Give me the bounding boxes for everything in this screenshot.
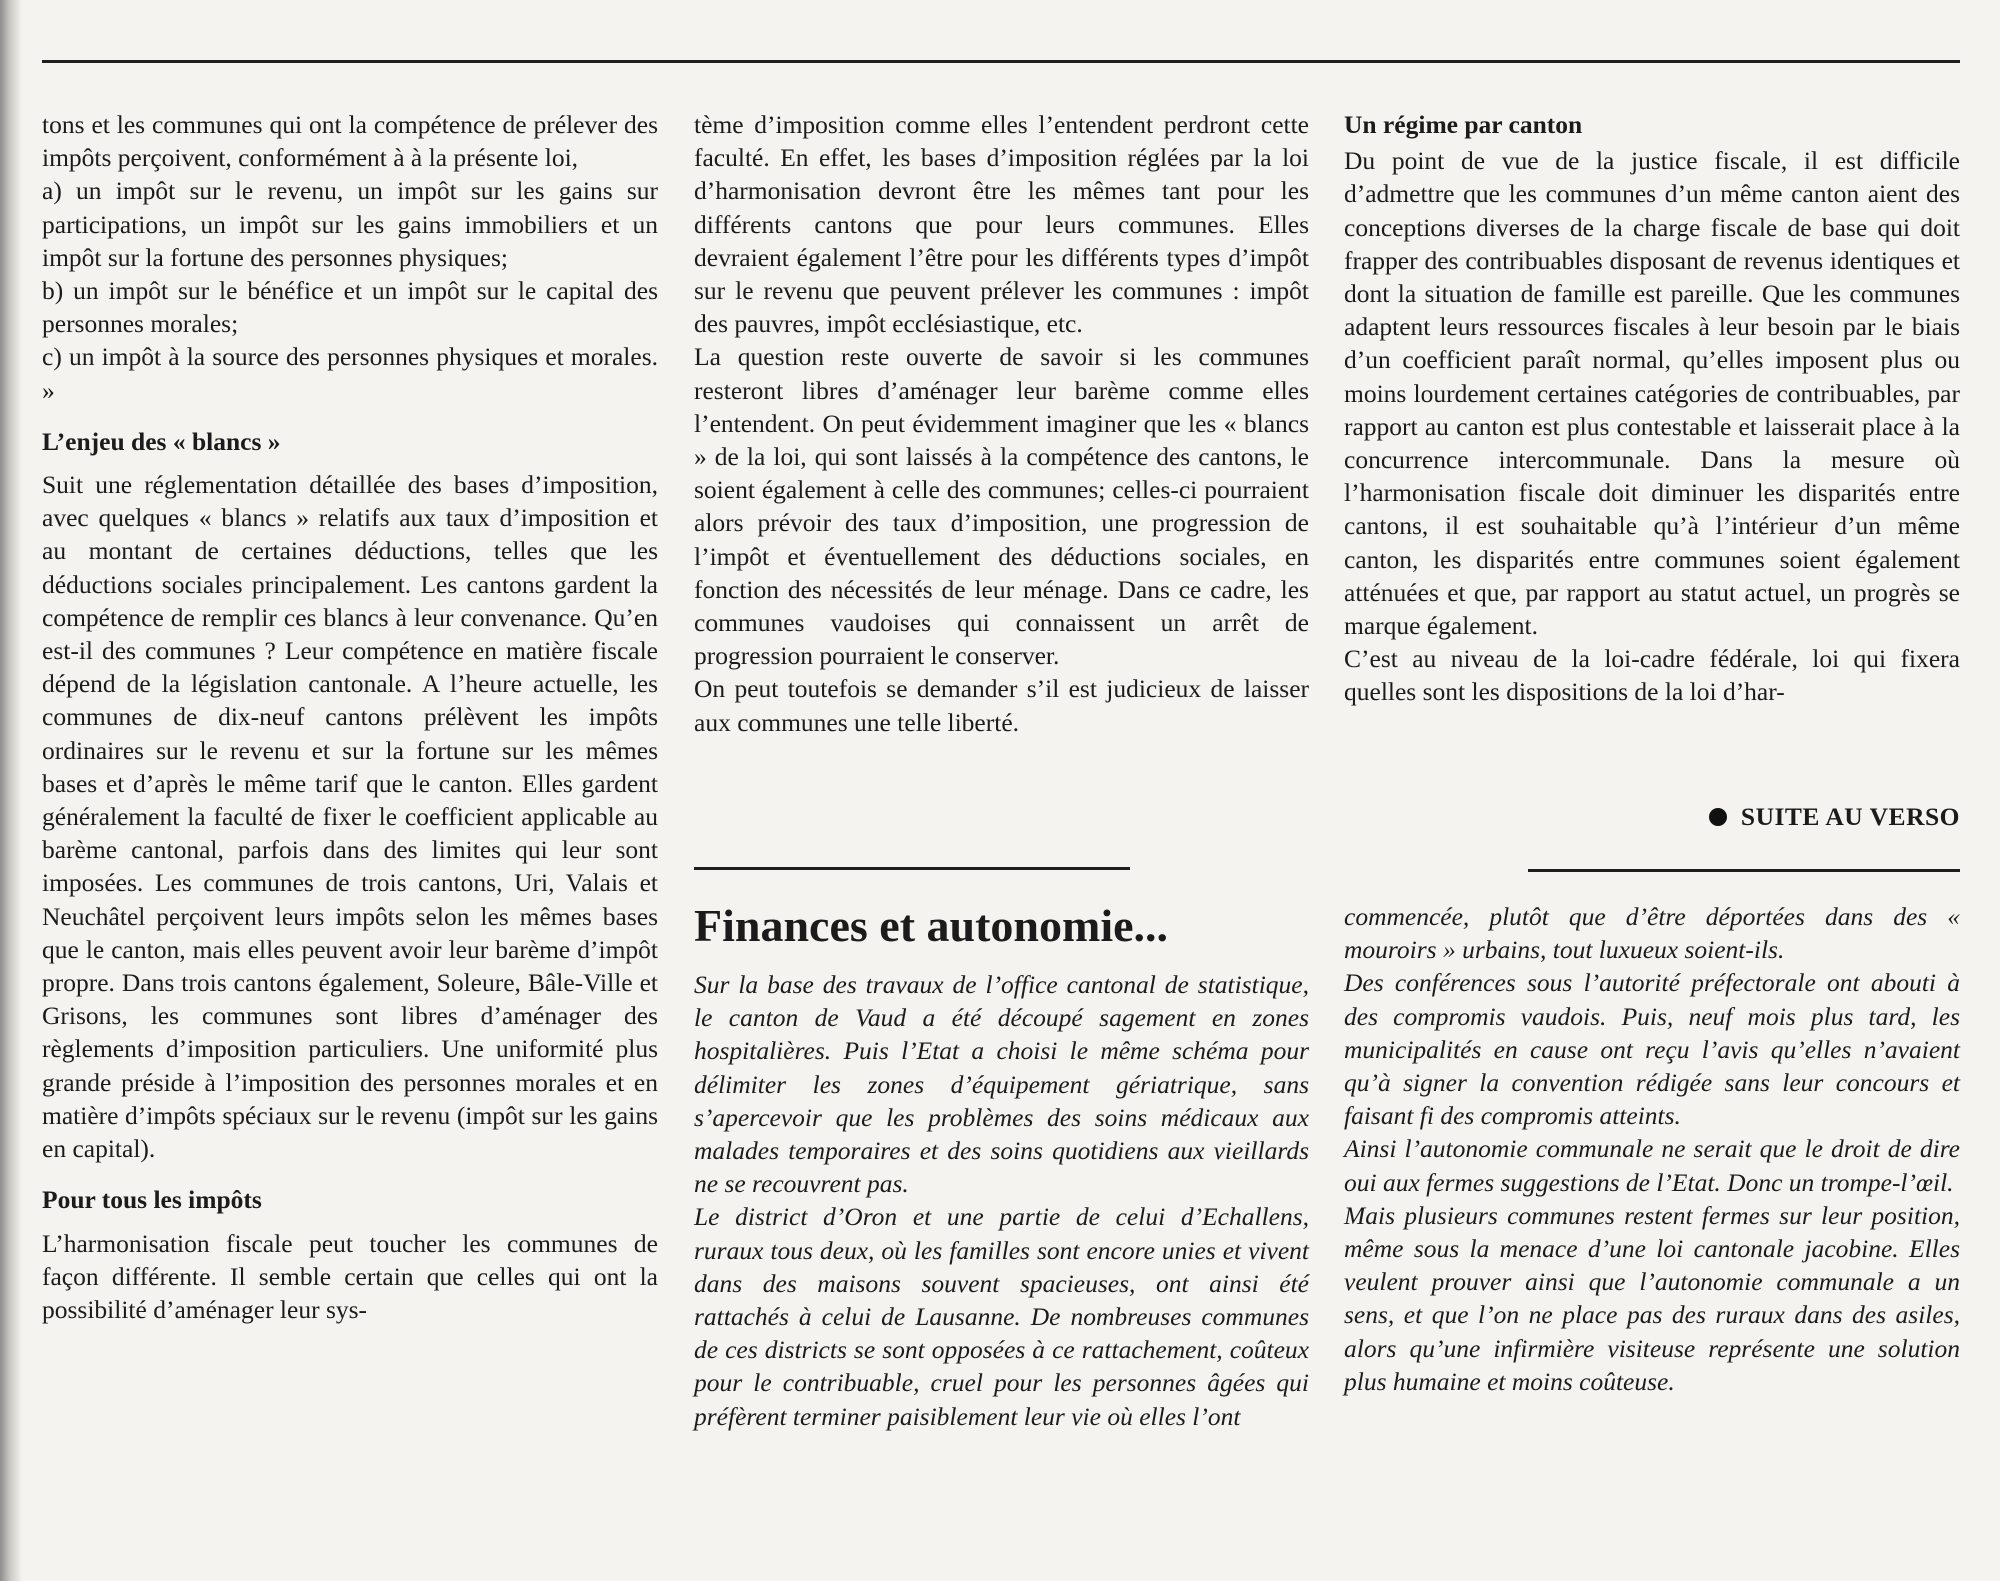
page-edge-shadow: [0, 0, 22, 1581]
article-column-2: [694, 108, 1309, 739]
paragraph: Le district d’Oron et une partie de celui d’Echallens, ruraux tous deux, où les familles sont encore unies et vivent dans des maisons souvent spacieuses, ont ainsi été rattachés à celui de Lausanne. De nombreuses communes de ces districts se sont opposées à ce rattachement, coûteux pour le contribuable, cruel pour les personnes âgées qui préfèrent terminer paisiblement leur vie où elles l’ont: [694, 1202, 1309, 1431]
section-rule-left: [694, 867, 1130, 870]
article-column-3: [1344, 108, 1960, 709]
article2-column-2: [1344, 900, 1960, 1398]
paragraph: Suit une réglementation détaillée des bases d’imposition, avec quelques « blancs » relatifs aux taux d’imposition et au montant de certaines déductions, telles que les déductions sociales principalement. Les cantons gardent la compétence de remplir ces blancs à leur convenance. Qu’en est-il des communes ? Leur compétence en matière fiscale dépend de la législation cantonale. A l’heure actuelle, les communes de dix-neuf cantons prélèvent les impôts ordinaires sur le revenu et sur la fortune sur les mêmes bases et d’après le même tarif que le canton. Elles gardent généralement la faculté de fixer le coefficient applicable au barème cantonal, parfois dans des limites qui leur sont imposées. Les communes de trois cantons, Uri, Valais et Neuchâtel perçoivent leurs impôts selon les mêmes bases que le canton, mais elles peuvent avoir leur barème d’impôt propre. Dans trois cantons également, Soleure, Bâle-Ville et Grisons, les communes sont libres d’aménager des règlements d’imposition particuliers. Une uniformité plus grande préside à l’imposition des personnes morales et en matière d’impôts spéciaux sur le revenu (impôt sur les gains en capital).: [42, 470, 658, 1164]
paragraph: b) un impôt sur le bénéfice et un impôt sur le capital des personnes morales;: [42, 276, 658, 339]
paragraph: L’harmonisation fiscale peut toucher les communes de façon différente. Il semble certain que celles qui ont la possibilité d’aménager leur sys-: [42, 1228, 658, 1324]
section-rule-right: [1528, 869, 1960, 872]
paragraph: Du point de vue de la justice fiscale, il est difficile d’admettre que les communes d’un même canton aient des conceptions diverses de la charge fiscale de base qui doit frapper des contribuables disposant de revenus identiques et dont la situation de famille est pareille. Que les communes adaptent leurs ressources fiscales à leur besoin par le biais d’un coefficient paraît normal, qu’elles imposent plus ou moins lourdement certaines catégories de contribuables, par rapport au canton est plus contestable et laisserait place à la concurrence intercommunale. Dans la mesure où l’harmonisation fiscale doit diminuer les disparités entre cantons, il est souhaitable qu’à l’intérieur d’un même canton, les disparités entre communes soient également atténuées et que, par rapport au statut actuel, un progrès se marque également.: [1344, 146, 1960, 641]
paragraph: tème d’imposition comme elles l’entendent perdront cette faculté. En effet, les bases d’imposition réglées par la loi d’harmonisation devront être les mêmes tant pour les différents cantons que pour leurs communes. Elles devraient également l’être pour les différents types d’impôt sur le revenu que peuvent prélever les communes : impôt des pauvres, impôt ecclésiastique, etc.: [694, 110, 1309, 339]
paragraph: Ainsi l’autonomie communale ne serait que le droit de dire oui aux fermes suggestions de l’Etat. Donc un trompe-l’œil.: [1344, 1134, 1960, 1197]
subheading-enjeu-blancs: L’enjeu des « blancs »: [42, 426, 281, 456]
article-column-1: [42, 108, 658, 1326]
subheading-pour-tous-les-impots: Pour tous les impôts: [42, 1185, 262, 1215]
bullet-icon: [1709, 808, 1727, 826]
paragraph: a) un impôt sur le revenu, un impôt sur les gains sur participations, un impôt sur les gains immobiliers et un impôt sur la fortune des personnes physiques;: [42, 176, 658, 272]
top-rule: [42, 60, 1960, 63]
paragraph: Sur la base des travaux de l’office cantonal de statistique, le canton de Vaud a été découpé sagement en zones hospitalières. Puis l’Etat a choisi le même schéma pour délimiter les zones d’équipement gériatrique, sans s’apercevoir que les problèmes des soins médicaux aux malades temporaires et des soins quotidiens aux vieillards ne se recouvrent pas.: [694, 970, 1309, 1199]
suite-au-verso: [1709, 802, 1960, 832]
paragraph: c) un impôt à la source des personnes physiques et morales. »: [42, 342, 658, 405]
suite-label: SUITE AU VERSO: [1740, 802, 1960, 831]
paragraph: Des conférences sous l’autorité préfectorale ont abouti à des compromis vaudois. Puis, neuf mois plus tard, les municipalités en cause ont reçu l’avis qu’elles n’avaient qu’à signer la convention rédigée sans leur concours et faisant fi des compromis atteints.: [1344, 968, 1960, 1131]
subheading-regime-par-canton: Un régime par canton: [1344, 110, 1583, 139]
headline-finances-autonomie: Finances et autonomie...: [694, 900, 1169, 951]
paragraph: C’est au niveau de la loi-cadre fédérale, loi qui fixera quelles sont les dispositions de la loi d’har-: [1344, 644, 1960, 707]
paragraph: tons et les communes qui ont la compétence de prélever des impôts perçoivent, conformément à à la présente loi,: [42, 110, 658, 173]
paragraph: La question reste ouverte de savoir si les communes resteront libres d’aménager leur barème comme elles l’entendent. On peut évidemment imaginer que les « blancs » de la loi, qui sont laissés à la compétence des cantons, le soient également à celle des communes; celles-ci pourraient alors prévoir des taux d’imposition, une progression de l’impôt et éventuellement des déductions sociales, en fonction des nécessités de leur ménage. Dans ce cadre, les communes vaudoises qui connaissent un arrêt de progression pourraient le conserver.: [694, 342, 1309, 671]
paragraph: Mais plusieurs communes restent fermes sur leur position, même sous la menace d’une loi cantonale jacobine. Elles veulent prouver ainsi que l’autonomie communale a un sens, et que l’on ne place pas des ruraux dans des asiles, alors qu’une infirmière visiteuse représente une solution plus humaine et moins coûteuse.: [1344, 1200, 1960, 1396]
article2-column-1: [694, 968, 1309, 1433]
paragraph: commencée, plutôt que d’être déportées dans des « mouroirs » urbains, tout luxueux soient-ils.: [1344, 902, 1960, 965]
paragraph: On peut toutefois se demander s’il est judicieux de laisser aux communes une telle liberté.: [694, 674, 1309, 737]
